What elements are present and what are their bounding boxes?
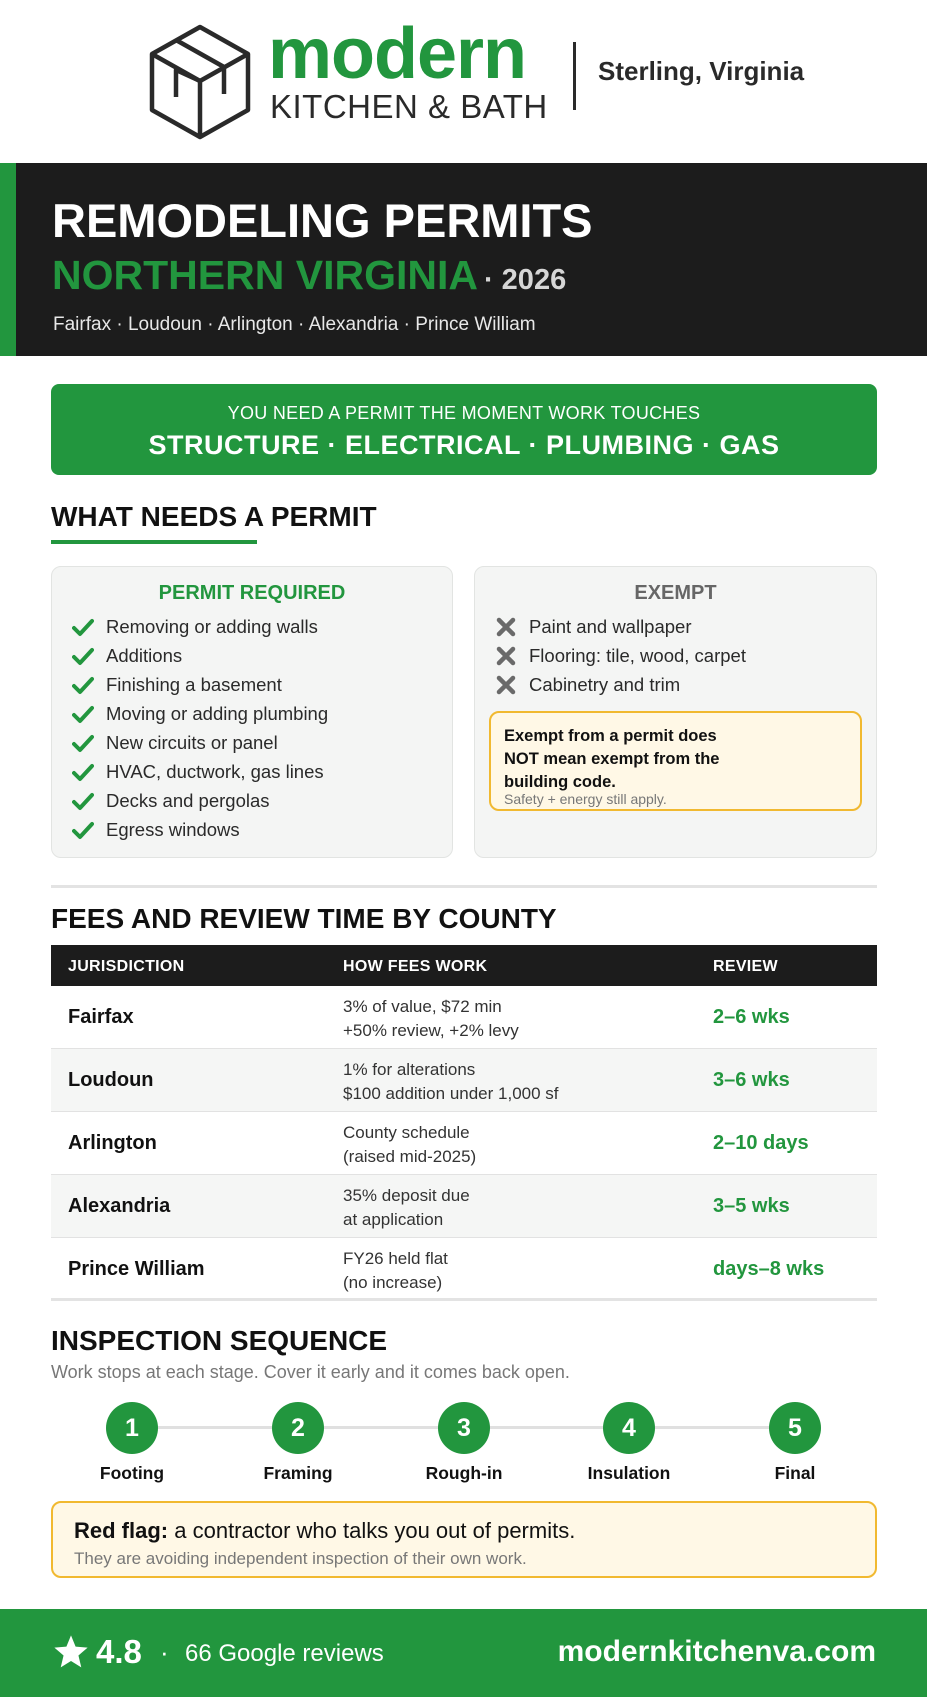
step-badge: 1 xyxy=(106,1402,158,1454)
brand-location: Sterling, Virginia xyxy=(598,56,805,86)
list-item xyxy=(72,761,324,783)
note-sub-text: Safety + energy still apply. xyxy=(504,791,667,807)
permit-trigger-banner xyxy=(51,384,877,475)
row-fees xyxy=(343,1184,663,1232)
hero-banner xyxy=(0,163,927,356)
exempt-heading: EXEMPT xyxy=(634,582,717,604)
list-item xyxy=(495,616,692,638)
list-item-label: Removing or adding walls xyxy=(106,616,318,637)
fee-line: 1% for alterations xyxy=(343,1060,476,1079)
brand-name: modern xyxy=(268,14,527,94)
row-jurisdiction: Prince William xyxy=(68,1258,205,1280)
list-item xyxy=(72,616,318,638)
code-warning-note xyxy=(489,711,862,811)
list-item xyxy=(72,819,240,841)
page-region xyxy=(52,252,567,298)
exempt-card xyxy=(474,566,877,858)
column-header-jurisdiction: JURISDICTION xyxy=(68,958,185,975)
list-item-label: Additions xyxy=(106,645,183,666)
check-icon xyxy=(72,674,94,696)
check-icon xyxy=(72,819,94,841)
website-link[interactable]: modernkitchenva.com xyxy=(557,1635,876,1668)
hero-accent-bar xyxy=(0,163,16,356)
check-icon xyxy=(72,790,94,812)
row-jurisdiction: Alexandria xyxy=(68,1195,171,1217)
table-row xyxy=(51,986,877,1049)
red-flag-sub: They are avoiding independent inspection of their own work. xyxy=(74,1549,527,1568)
list-item xyxy=(72,732,278,754)
list-item-label: New circuits or panel xyxy=(106,732,278,753)
red-flag-text xyxy=(74,1520,575,1542)
section-title-inspection: INSPECTION SEQUENCE xyxy=(51,1325,388,1356)
banner-lead: YOU NEED A PERMIT THE MOMENT WORK TOUCHES xyxy=(227,403,701,423)
rating-value: 4.8 xyxy=(96,1633,142,1670)
column-header-fees: HOW FEES WORK xyxy=(343,958,488,975)
list-item-label: Decks and pergolas xyxy=(106,790,270,811)
fee-line: (raised mid-2025) xyxy=(343,1147,477,1166)
row-review: 3–6 wks xyxy=(713,1069,790,1091)
fee-line: (no increase) xyxy=(343,1273,443,1292)
table-row xyxy=(51,1238,877,1301)
list-item xyxy=(72,703,328,725)
list-item-label: HVAC, ductwork, gas lines xyxy=(106,761,324,782)
list-item-label: Cabinetry and trim xyxy=(529,674,681,695)
table-row xyxy=(51,1112,877,1175)
check-icon xyxy=(72,616,94,638)
list-item-label: Moving or adding plumbing xyxy=(106,703,329,724)
step-label: Rough-in xyxy=(425,1463,503,1483)
row-review: 2–6 wks xyxy=(713,1006,790,1028)
step-badge: 2 xyxy=(272,1402,324,1454)
section-title-needs: WHAT NEEDS A PERMIT xyxy=(51,501,377,532)
review-count: 66 Google reviews xyxy=(185,1640,384,1667)
brand-divider xyxy=(573,42,576,110)
red-flag-callout xyxy=(51,1501,877,1578)
check-icon xyxy=(72,703,94,725)
row-review: days–8 wks xyxy=(713,1258,825,1280)
step-label: Footing xyxy=(99,1463,165,1483)
region-text: NORTHERN VIRGINIA xyxy=(52,252,478,298)
section-underline xyxy=(51,540,257,544)
brand-header xyxy=(0,0,927,163)
x-icon xyxy=(495,616,517,638)
list-item-label: Flooring: tile, wood, carpet xyxy=(529,645,746,666)
star-icon xyxy=(52,1633,90,1671)
fee-line: at application xyxy=(343,1210,444,1229)
banner-trades: STRUCTURE · ELECTRICAL · PLUMBING · GAS xyxy=(148,430,780,460)
row-fees xyxy=(343,1058,663,1106)
note-main-text: Exempt from a permit does NOT mean exempt from the building code. xyxy=(504,727,720,791)
fee-line: 3% of value, $72 min xyxy=(343,997,502,1016)
list-item xyxy=(495,674,680,696)
list-item xyxy=(72,790,270,812)
list-item xyxy=(495,645,746,667)
check-icon xyxy=(72,732,94,754)
fee-line: +50% review, +2% levy xyxy=(343,1021,519,1040)
red-flag-message: a contractor who talks you out of permits. xyxy=(174,1518,576,1543)
check-icon xyxy=(72,761,94,783)
row-fees xyxy=(343,1121,663,1169)
x-icon xyxy=(495,645,517,667)
row-review: 2–10 days xyxy=(713,1132,809,1154)
row-jurisdiction: Fairfax xyxy=(68,1006,134,1028)
list-item xyxy=(72,674,282,696)
footer-bar xyxy=(0,1609,927,1697)
step-badge: 3 xyxy=(438,1402,490,1454)
row-fees xyxy=(343,1247,663,1295)
cube-logo-icon xyxy=(148,24,252,140)
fee-line: $100 addition under 1,000 sf xyxy=(343,1084,559,1103)
row-jurisdiction: Arlington xyxy=(68,1132,157,1154)
footer-separator: · xyxy=(160,1637,169,1667)
check-icon xyxy=(72,645,94,667)
fee-line: FY26 held flat xyxy=(343,1249,448,1268)
section-divider xyxy=(51,885,877,888)
table-row xyxy=(51,1049,877,1112)
step-label: Framing xyxy=(263,1463,333,1483)
step-label: Insulation xyxy=(587,1463,671,1483)
red-flag-label: Red flag: xyxy=(74,1518,169,1543)
row-fees xyxy=(343,995,663,1043)
row-review: 3–5 wks xyxy=(713,1195,790,1217)
table-header xyxy=(51,945,877,986)
x-icon xyxy=(495,674,517,696)
section-title-fees: FEES AND REVIEW TIME BY COUNTY xyxy=(51,903,557,934)
list-item-label: Paint and wallpaper xyxy=(529,616,692,637)
brand-subname: KITCHEN & BATH xyxy=(270,88,548,125)
table-row xyxy=(51,1175,877,1238)
permit-required-heading: PERMIT REQUIRED xyxy=(158,582,346,604)
inspection-subtitle: Work stops at each stage. Cover it early and it comes back open. xyxy=(51,1362,570,1382)
fee-line: 35% deposit due xyxy=(343,1186,470,1205)
county-list: Fairfax · Loudoun · Arlington · Alexandria · Prince William xyxy=(53,314,536,335)
list-item xyxy=(72,645,182,667)
list-item-label: Finishing a basement xyxy=(106,674,282,695)
fee-line: County schedule xyxy=(343,1123,470,1142)
step-label: Final xyxy=(774,1463,816,1483)
column-header-review: REVIEW xyxy=(713,958,778,975)
page-title: REMODELING PERMITS xyxy=(52,194,593,247)
step-badge: 5 xyxy=(769,1402,821,1454)
permit-required-card xyxy=(51,566,453,858)
region-year: · 2026 xyxy=(483,264,567,296)
step-badge: 4 xyxy=(603,1402,655,1454)
list-item-label: Egress windows xyxy=(106,819,240,840)
row-jurisdiction: Loudoun xyxy=(68,1069,154,1091)
